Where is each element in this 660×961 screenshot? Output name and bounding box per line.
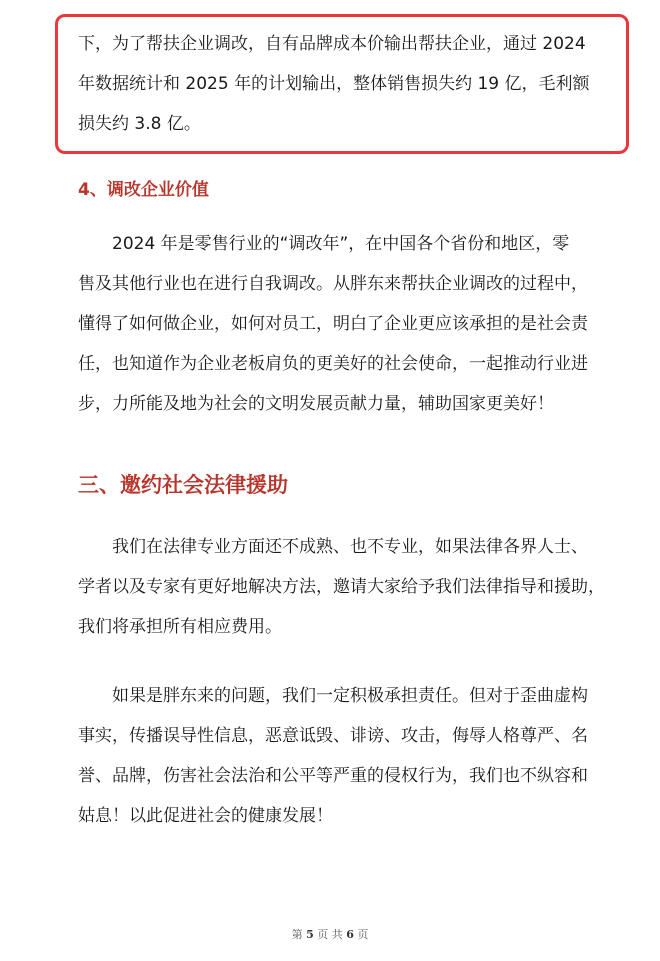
footer-suffix: 页 xyxy=(357,928,369,941)
paragraph-line: 姑息！以此促进社会的健康发展！ xyxy=(78,806,333,826)
paragraph-line: 损失约 3.8 亿。 xyxy=(78,114,201,134)
paragraph-line: 事实，传播误导性信息，恶意诋毁、诽谤、攻击，侮辱人格尊严、名 xyxy=(78,726,588,746)
section-heading: 三、邀约社会法律援助 xyxy=(78,473,288,497)
paragraph-line: 我们在法律专业方面还不成熟、也不专业，如果法律各界人士、 xyxy=(78,537,588,557)
paragraph-line: 2024 年是零售行业的“调改年”，在中国各个省份和地区，零 xyxy=(78,234,570,254)
paragraph-line: 年数据统计和 2025 年的计划输出，整体销售损失约 19 亿，毛利额 xyxy=(78,74,590,94)
legal-paragraph xyxy=(78,527,638,647)
paragraph-line: 学者以及专家有更好地解决方法，邀请大家给予我们法律指导和援助， xyxy=(78,577,605,597)
footer-prefix: 第 xyxy=(291,928,303,941)
paragraph-line: 我们将承担所有相应费用。 xyxy=(78,617,282,637)
paragraph-line: 任，也知道作为企业老板肩负的更美好的社会使命，一起推动行业进 xyxy=(78,354,588,374)
highlight-paragraph xyxy=(78,24,638,144)
paragraph-line: 懂得了如何做企业，如何对员工，明白了企业更应该承担的是社会责 xyxy=(78,314,588,334)
paragraph-line: 步，力所能及地为社会的文明发展贡献力量，辅助国家更美好！ xyxy=(78,394,554,414)
footer-middle: 页 共 xyxy=(317,928,343,941)
paragraph-line: 如果是胖东来的问题，我们一定积极承担责任。但对于歪曲虚构 xyxy=(78,686,588,706)
current-page-number: 5 xyxy=(306,928,314,941)
total-pages-number: 6 xyxy=(346,928,354,941)
responsibility-paragraph xyxy=(78,676,638,836)
subheading: 4、调改企业价值 xyxy=(78,180,209,200)
paragraph-line: 售及其他行业也在进行自我调改。从胖东来帮扶企业调改的过程中， xyxy=(78,274,588,294)
page-footer xyxy=(0,926,660,942)
paragraph-line: 誉、品牌，伤害社会法治和公平等严重的侵权行为，我们也不纵容和 xyxy=(78,766,588,786)
value-paragraph xyxy=(78,224,638,424)
paragraph-line: 下，为了帮扶企业调改，自有品牌成本价输出帮扶企业，通过 2024 xyxy=(78,34,586,54)
